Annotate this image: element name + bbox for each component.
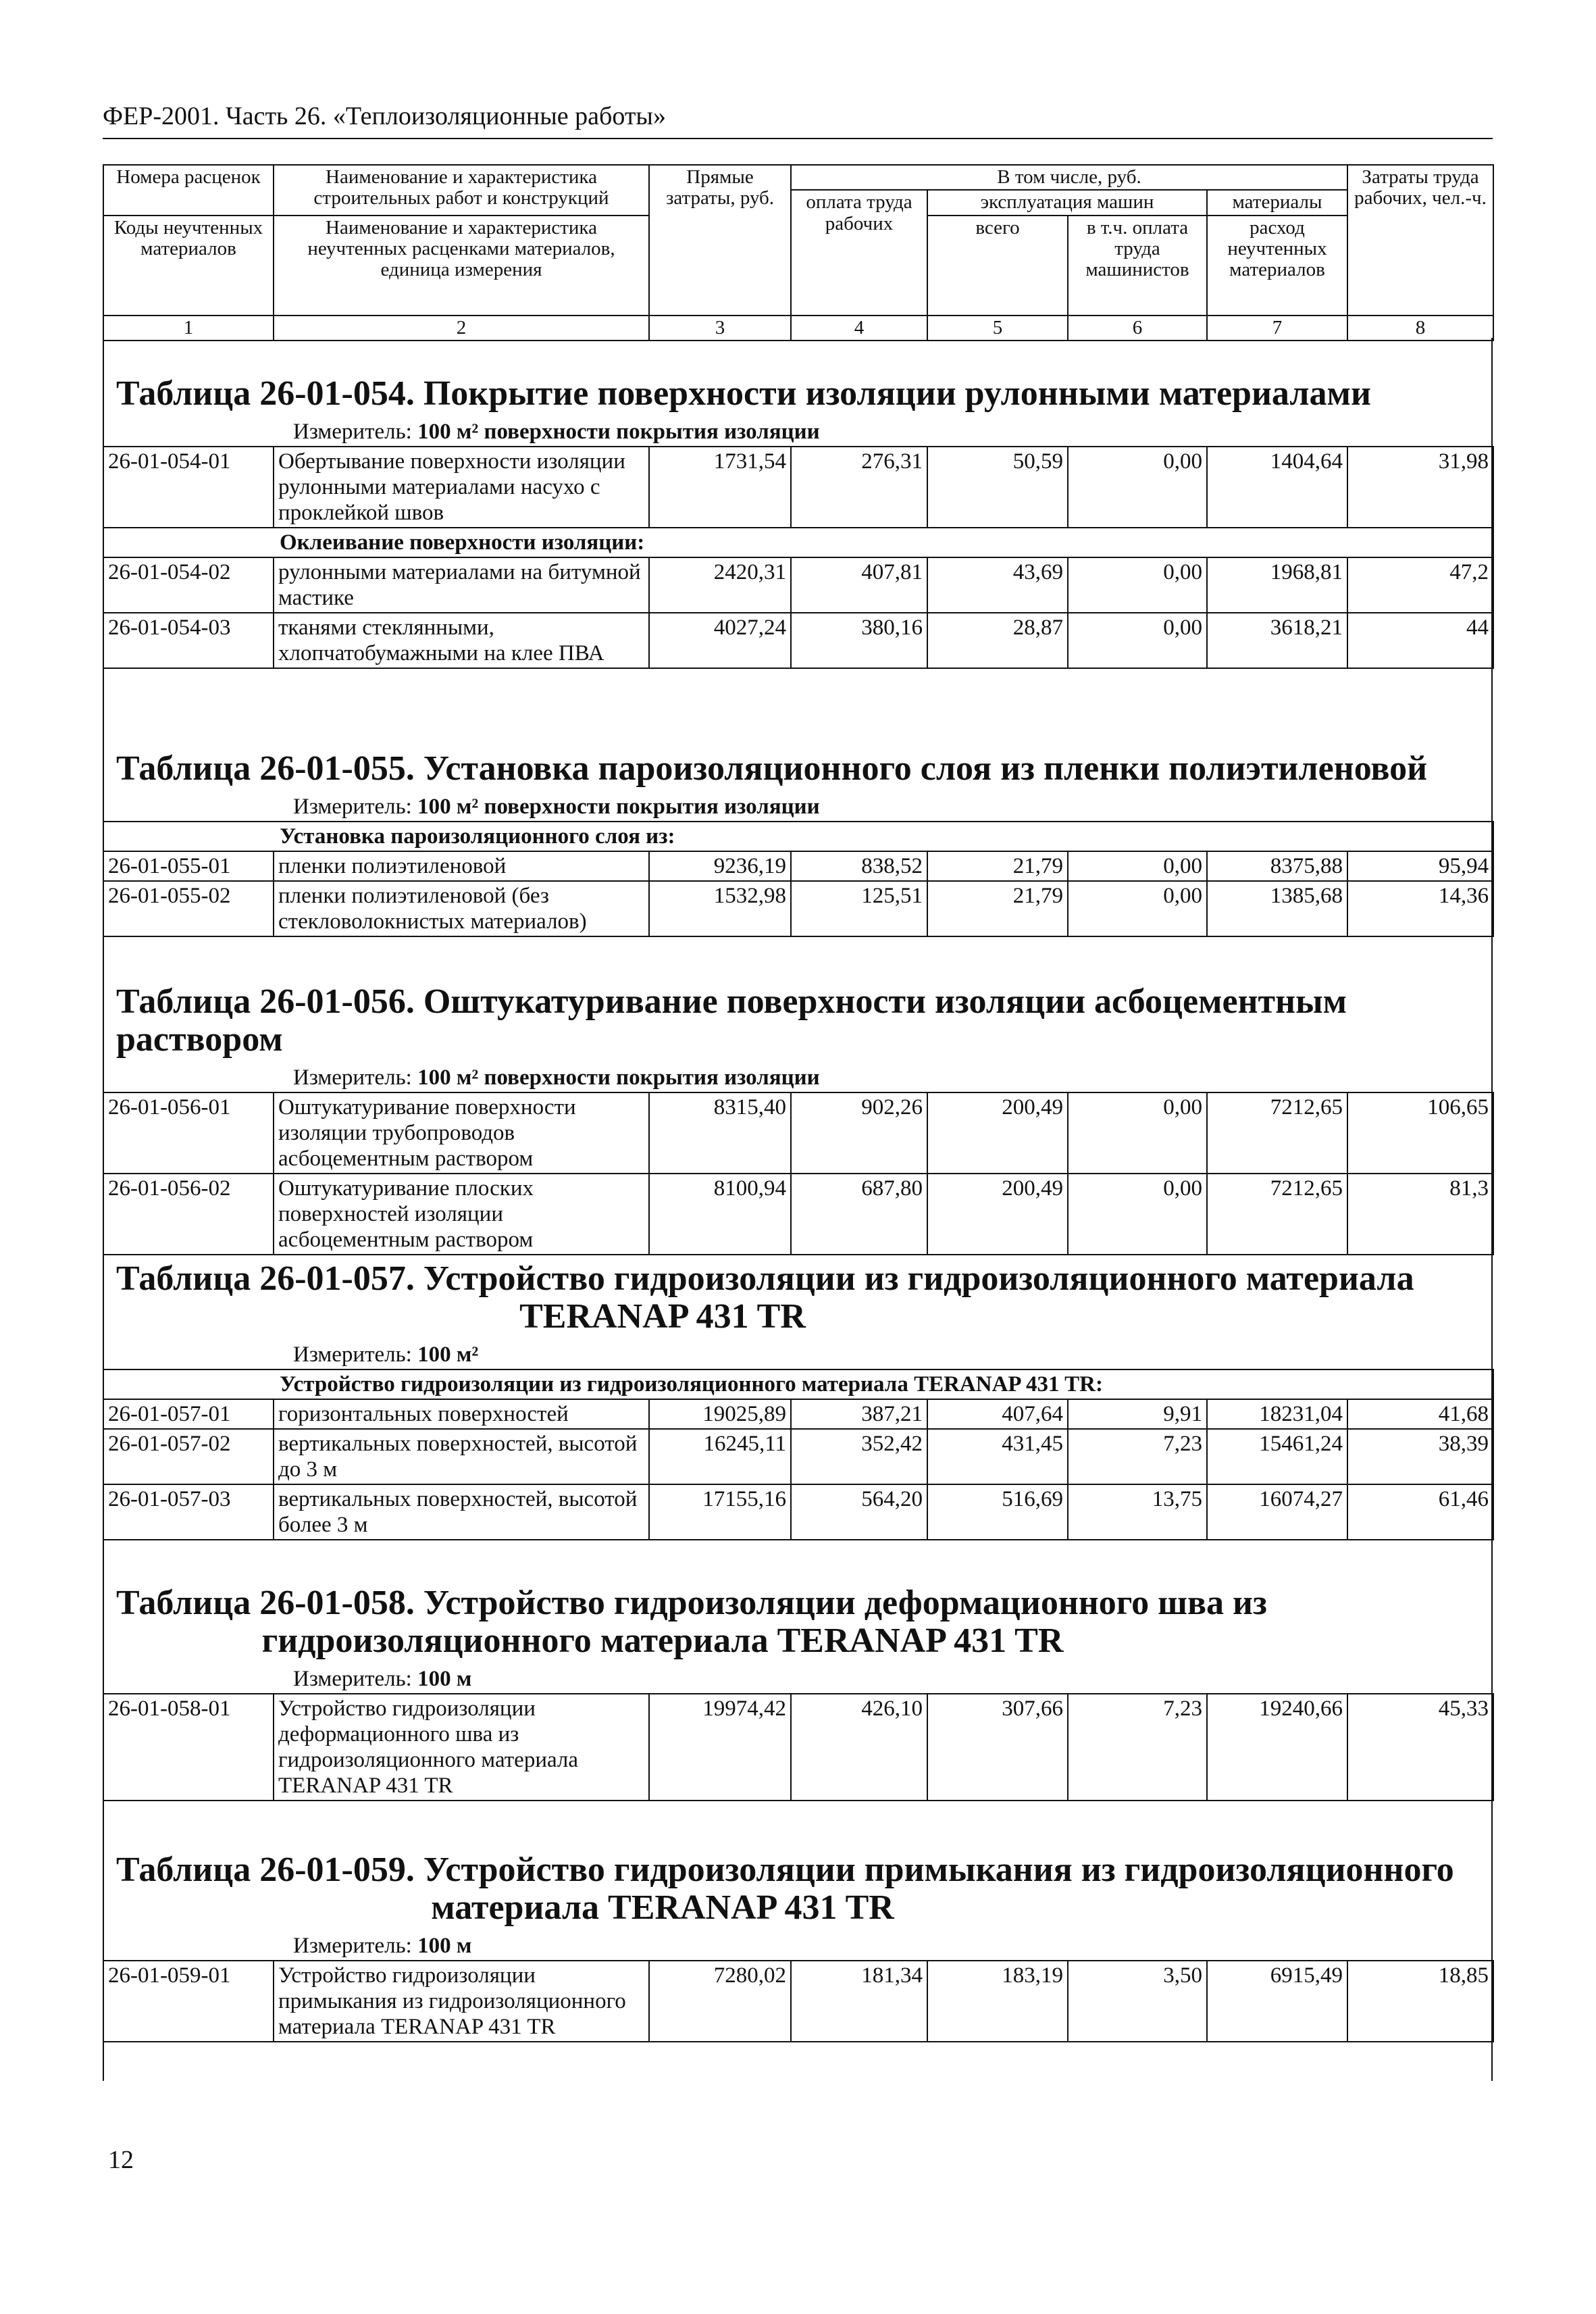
rate-table	[103, 821, 1494, 937]
materials-value: 7212,65	[1207, 1174, 1347, 1255]
labor-hours-value: 81,3	[1347, 1174, 1493, 1255]
section-meter	[103, 1934, 1493, 1959]
header-machines: эксплуатация машин	[927, 190, 1207, 215]
machines-total-value: 307,66	[927, 1694, 1068, 1801]
work-description: вертикальных поверхностей, высотой до 3 м	[274, 1429, 649, 1484]
rate-code: 26-01-054-01	[103, 447, 274, 528]
section-title-text: Таблица 26-01-054. Покрытие поверхности изоляции рулонными материалами	[116, 374, 1371, 413]
rate-section	[103, 1584, 1493, 1801]
materials-value: 18231,04	[1207, 1399, 1347, 1429]
subheading: Оклеивание поверхности изоляции:	[103, 528, 1493, 557]
section-title-continuation: материала TERANAP 431 TR	[431, 1888, 894, 1927]
rate-section	[103, 1260, 1493, 1540]
labor-hours-value: 31,98	[1347, 447, 1493, 528]
machines-total-value: 28,87	[927, 613, 1068, 668]
machines-total-value: 21,79	[927, 881, 1068, 936]
header-including: В том числе, руб.	[791, 165, 1347, 190]
work-description: вертикальных поверхностей, высотой более 3 м	[274, 1484, 649, 1540]
operator-wages-value: 0,00	[1068, 851, 1207, 881]
machines-total-value: 43,69	[927, 557, 1068, 613]
section-meter	[103, 1065, 1493, 1090]
meter-value: 100 м	[417, 1934, 472, 1958]
section-meter	[103, 1342, 1493, 1367]
rate-code: 26-01-056-01	[103, 1092, 274, 1174]
header-materials: материалы	[1207, 190, 1347, 215]
worker-wages-value: 352,42	[791, 1429, 927, 1484]
meter-label: Измеритель:	[293, 795, 412, 819]
operator-wages-value: 7,23	[1068, 1694, 1207, 1801]
operator-wages-value: 0,00	[1068, 1092, 1207, 1174]
subheading: Установка пароизоляционного слоя из:	[103, 822, 1493, 851]
section-title-text: Таблица 26-01-055. Установка пароизоляционного слоя из пленки полиэтиленовой	[116, 749, 1428, 788]
machines-total-value: 183,19	[927, 1961, 1068, 2042]
direct-costs-value: 1532,98	[649, 881, 791, 936]
materials-value: 1385,68	[1207, 881, 1347, 936]
rate-section	[103, 1851, 1493, 2042]
rate-table	[103, 1960, 1494, 2042]
section-title	[103, 1260, 1493, 1336]
table-row	[103, 1399, 1493, 1429]
direct-costs-value: 9236,19	[649, 851, 791, 881]
work-description: горизонтальных поверхностей	[274, 1399, 649, 1429]
rate-section	[103, 983, 1493, 1255]
section-title	[103, 983, 1493, 1059]
section-title-text: Таблица 26-01-058. Устройство гидроизоляции деформационного шва из	[116, 1584, 1267, 1622]
direct-costs-value: 19974,42	[649, 1694, 791, 1801]
subheading: Устройство гидроизоляции из гидроизоляционного материала TERANAP 431 TR:	[103, 1369, 1493, 1399]
column-number: 1	[103, 316, 274, 341]
rate-section	[103, 750, 1493, 937]
table-row	[103, 447, 1493, 528]
materials-value: 1404,64	[1207, 447, 1347, 528]
labor-hours-value: 45,33	[1347, 1694, 1493, 1801]
rate-table	[103, 1369, 1494, 1540]
rate-code: 26-01-055-01	[103, 851, 274, 881]
machines-total-value: 407,64	[927, 1399, 1068, 1429]
section-title-continuation: гидроизоляционного материала TERANAP 431 TR	[261, 1621, 1064, 1660]
column-number: 4	[791, 316, 927, 341]
rate-code: 26-01-057-02	[103, 1429, 274, 1484]
meter-label: Измеритель:	[293, 1934, 412, 1958]
rate-table	[103, 446, 1494, 669]
header-labor-hours: Затраты труда рабочих, чел.-ч.	[1347, 165, 1493, 316]
page-header: ФЕР-2001. Часть 26. «Теплоизоляционные работы»	[103, 102, 666, 130]
rate-code: 26-01-057-03	[103, 1484, 274, 1540]
header-work-name: Наименование и характеристика строительных работ и конструкций	[274, 165, 649, 216]
meter-value: 100 м² поверхности покрытия изоляции	[417, 795, 820, 819]
rate-code: 26-01-055-02	[103, 881, 274, 936]
direct-costs-value: 2420,31	[649, 557, 791, 613]
meter-label: Измеритель:	[293, 1342, 412, 1367]
work-description: Оштукатуривание поверхности изоляции трубопроводов асбоцементным раствором	[274, 1092, 649, 1174]
machines-total-value: 200,49	[927, 1174, 1068, 1255]
materials-value: 1968,81	[1207, 557, 1347, 613]
materials-value: 16074,27	[1207, 1484, 1347, 1540]
rate-table	[103, 1693, 1494, 1801]
header-operator-wages: в т.ч. оплата труда машинистов	[1068, 216, 1207, 316]
rate-code: 26-01-059-01	[103, 1961, 274, 2042]
column-header-table	[103, 164, 1494, 341]
header-rule	[103, 138, 1493, 139]
header-worker-wages: оплата труда рабочих	[791, 190, 927, 315]
work-description: тканями стеклянными, хлопчатобумажными на клее ПВА	[274, 613, 649, 668]
labor-hours-value: 18,85	[1347, 1961, 1493, 2042]
meter-label: Измеритель:	[293, 1065, 412, 1090]
column-number: 3	[649, 316, 791, 341]
meter-value: 100 м² поверхности покрытия изоляции	[417, 420, 820, 444]
operator-wages-value: 13,75	[1068, 1484, 1207, 1540]
rate-table	[103, 1092, 1494, 1255]
rate-code: 26-01-058-01	[103, 1694, 274, 1801]
section-meter	[103, 795, 1493, 820]
section-title	[103, 1851, 1493, 1927]
operator-wages-value: 9,91	[1068, 1399, 1207, 1429]
section-meter	[103, 420, 1493, 445]
column-number: 7	[1207, 316, 1347, 341]
work-description: Устройство гидроизоляции деформационного шва из гидроизоляционного материала TERANAP 431 TR	[274, 1694, 649, 1801]
labor-hours-value: 41,68	[1347, 1399, 1493, 1429]
table-row	[103, 1429, 1493, 1484]
labor-hours-value: 14,36	[1347, 881, 1493, 936]
section-title-text: Таблица 26-01-057. Устройство гидроизоляции из гидроизоляционного материала	[116, 1259, 1414, 1298]
materials-value: 8375,88	[1207, 851, 1347, 881]
meter-label: Измеритель:	[293, 420, 412, 444]
header-material-names: Наименование и характеристика неучтенных расценками материалов, единица измерения	[274, 216, 649, 316]
operator-wages-value: 0,00	[1068, 447, 1207, 528]
operator-wages-value: 0,00	[1068, 613, 1207, 668]
meter-value: 100 м	[417, 1667, 472, 1691]
section-title-text: Таблица 26-01-059. Устройство гидроизоляции примыкания из гидроизоляционного	[116, 1851, 1454, 1889]
rate-code: 26-01-054-02	[103, 557, 274, 613]
worker-wages-value: 380,16	[791, 613, 927, 668]
table-row	[103, 1092, 1493, 1174]
table-row	[103, 1484, 1493, 1540]
labor-hours-value: 47,2	[1347, 557, 1493, 613]
rate-code: 26-01-054-03	[103, 613, 274, 668]
worker-wages-value: 687,80	[791, 1174, 927, 1255]
table-row	[103, 881, 1493, 936]
direct-costs-value: 8100,94	[649, 1174, 791, 1255]
direct-costs-value: 8315,40	[649, 1092, 791, 1174]
operator-wages-value: 7,23	[1068, 1429, 1207, 1484]
rate-code: 26-01-056-02	[103, 1174, 274, 1255]
section-title-text: Таблица 26-01-056. Оштукатуривание поверхности изоляции асбоцементным раствором	[116, 982, 1347, 1059]
section-title	[103, 1584, 1493, 1660]
subheading-row	[103, 528, 1493, 557]
machines-total-value: 200,49	[927, 1092, 1068, 1174]
machines-total-value: 50,59	[927, 447, 1068, 528]
direct-costs-value: 19025,89	[649, 1399, 791, 1429]
meter-value: 100 м²	[417, 1342, 479, 1367]
worker-wages-value: 181,34	[791, 1961, 927, 2042]
worker-wages-value: 125,51	[791, 881, 927, 936]
materials-value: 7212,65	[1207, 1092, 1347, 1174]
labor-hours-value: 38,39	[1347, 1429, 1493, 1484]
materials-value: 19240,66	[1207, 1694, 1347, 1801]
worker-wages-value: 426,10	[791, 1694, 927, 1801]
header-rate-numbers: Номера расценок	[103, 165, 274, 216]
subheading-row	[103, 1369, 1493, 1399]
work-description: Устройство гидроизоляции примыкания из гидроизоляционного материала TERANAP 431 TR	[274, 1961, 649, 2042]
operator-wages-value: 3,50	[1068, 1961, 1207, 2042]
direct-costs-value: 1731,54	[649, 447, 791, 528]
meter-label: Измеритель:	[293, 1667, 412, 1691]
direct-costs-value: 7280,02	[649, 1961, 791, 2042]
column-number: 5	[927, 316, 1068, 341]
labor-hours-value: 95,94	[1347, 851, 1493, 881]
section-title-continuation: TERANAP 431 TR	[519, 1297, 806, 1336]
page-number: 12	[108, 2146, 134, 2174]
labor-hours-value: 44	[1347, 613, 1493, 668]
materials-value: 3618,21	[1207, 613, 1347, 668]
worker-wages-value: 387,21	[791, 1399, 927, 1429]
section-title	[103, 750, 1493, 788]
rate-code: 26-01-057-01	[103, 1399, 274, 1429]
worker-wages-value: 276,31	[791, 447, 927, 528]
section-meter	[103, 1667, 1493, 1692]
section-title	[103, 375, 1493, 413]
operator-wages-value: 0,00	[1068, 1174, 1207, 1255]
labor-hours-value: 61,46	[1347, 1484, 1493, 1540]
column-number: 6	[1068, 316, 1207, 341]
labor-hours-value: 106,65	[1347, 1092, 1493, 1174]
machines-total-value: 431,45	[927, 1429, 1068, 1484]
materials-value: 6915,49	[1207, 1961, 1347, 2042]
table-row	[103, 851, 1493, 881]
machines-total-value: 21,79	[927, 851, 1068, 881]
operator-wages-value: 0,00	[1068, 557, 1207, 613]
column-number: 8	[1347, 316, 1493, 341]
table-row	[103, 1694, 1493, 1801]
work-description: Обертывание поверхности изоляции рулонными материалами насухо с проклейкой швов	[274, 447, 649, 528]
work-description: Оштукатуривание плоских поверхностей изоляции асбоцементным раствором	[274, 1174, 649, 1255]
header-direct-costs: Прямые затраты, руб.	[649, 165, 791, 316]
direct-costs-value: 4027,24	[649, 613, 791, 668]
table-row	[103, 1961, 1493, 2042]
table-row	[103, 557, 1493, 613]
subheading-row	[103, 822, 1493, 851]
work-description: пленки полиэтиленовой	[274, 851, 649, 881]
rate-section	[103, 375, 1493, 669]
machines-total-value: 516,69	[927, 1484, 1068, 1540]
header-material-use: расход неучтенных материалов	[1207, 216, 1347, 316]
direct-costs-value: 17155,16	[649, 1484, 791, 1540]
worker-wages-value: 407,81	[791, 557, 927, 613]
table-row	[103, 613, 1493, 668]
operator-wages-value: 0,00	[1068, 881, 1207, 936]
work-description: пленки полиэтиленовой (без стекловолокнистых материалов)	[274, 881, 649, 936]
header-machines-total: всего	[927, 216, 1068, 316]
meter-value: 100 м² поверхности покрытия изоляции	[417, 1065, 820, 1090]
worker-wages-value: 838,52	[791, 851, 927, 881]
direct-costs-value: 16245,11	[649, 1429, 791, 1484]
header-material-codes: Коды неучтенных материалов	[103, 216, 274, 316]
work-description: рулонными материалами на битумной мастике	[274, 557, 649, 613]
table-row	[103, 1174, 1493, 1255]
column-number: 2	[274, 316, 649, 341]
worker-wages-value: 902,26	[791, 1092, 927, 1174]
worker-wages-value: 564,20	[791, 1484, 927, 1540]
materials-value: 15461,24	[1207, 1429, 1347, 1484]
